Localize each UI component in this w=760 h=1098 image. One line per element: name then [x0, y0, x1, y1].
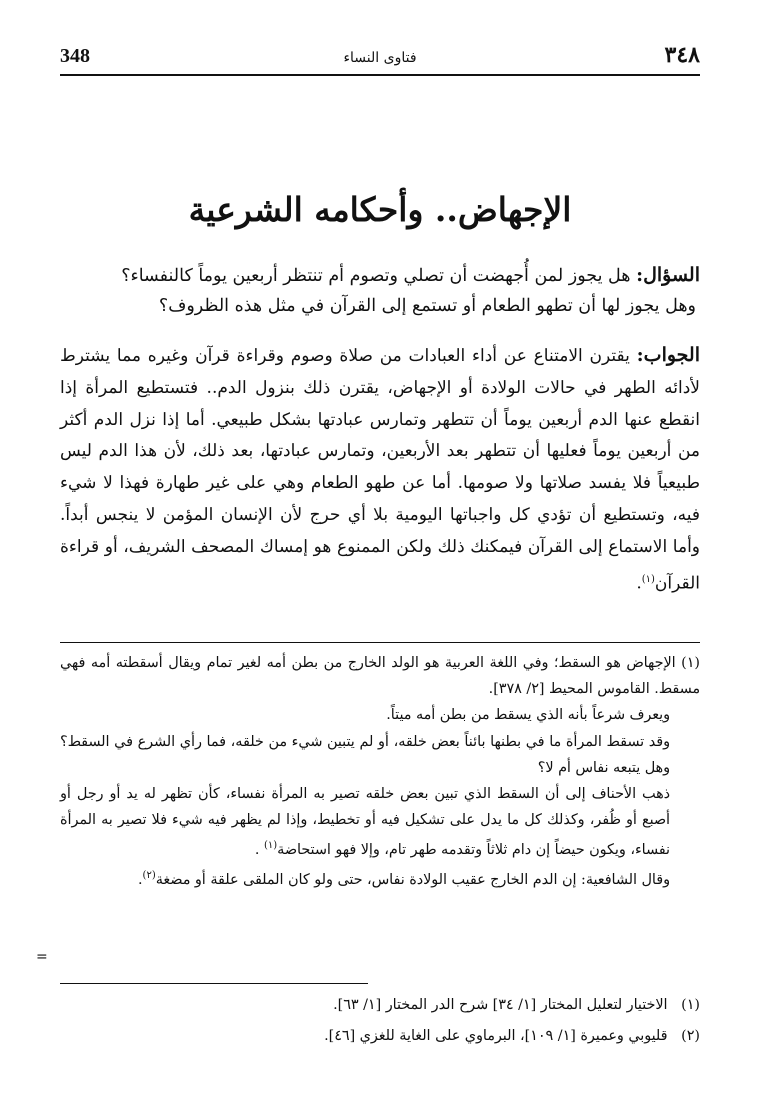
page-number-arabic: ٣٤٨	[664, 42, 700, 68]
page-header	[60, 40, 700, 80]
footnotes-block	[60, 650, 700, 893]
answer-block	[60, 340, 700, 600]
header-rule	[60, 74, 700, 76]
footnote-paragraph-4-text: ذهب الأحناف إلى أن السقط الذي تبين بعض خلقه تصير به المرأة نفساء، كأن تظهر له يد أو رجل أو أصبع أو ظُفر، وكذلك كل ما يدل على تشكيل فيه أو تخطيط، وإذا لم يظهر فيه شيء فلا تصير به المرأة نفساء، ويكون حيضاً إن دام ثلاثاً وتقدمه طهر تام، وإلا فهو استحاضة	[60, 786, 670, 859]
answer-text: يقترن الامتناع عن أداء العبادات من صلاة وصوم وقراءة قرآن وغيره مما يشترط لأدائه الطهر في حالات الولادة أو الإجهاض، يقترن ذلك بنزول الدم.. فتستطيع المرأة إذا انقطع عنها الدم أربعين يوماً أن تتطهر وتمارس عبادتها بشكل طبيعي. أما إذا نزل الدم أكثر من أربعين يوماً فعليها أن تتطهر بعد الأربعين، وتمارس عبادتها، بعد ذلك، لأن هذا الدم ليس طبيعياً فلا يفسد صلاتها ولا صومها. أما عن طهو الطعام وهي على غير طهارة فهذا لا شيء فيه، وتستطيع أن تؤدي كل واجباتها اليومية بلا أي حرج لأن الإنسان المؤمن لا ينجس أبداً. وأما الاستماع إلى القرآن فيمكنك ذلك ولكن الممنوع هو إمساك المصحف الشريف، أو قراءة القرآن	[60, 346, 701, 594]
answer-label: الجواب:	[636, 344, 700, 366]
subnote-1-text: الاختيار لتعليل المختار [١/ ٣٤] شرح الدر المختار [١/ ٦٣].	[333, 997, 668, 1013]
footnote-1	[60, 650, 700, 702]
subnote-2-number: (٢)	[681, 1028, 700, 1044]
subnote-rule	[60, 983, 368, 984]
footnote-1-number: (١)	[681, 655, 700, 671]
subnote-2	[60, 1021, 700, 1052]
page-number-latin: 348	[60, 45, 90, 67]
footnote-paragraph-4	[60, 781, 700, 863]
footnote-paragraph-3: وقد تسقط المرأة ما في بطنها بائناً بعض خلقه، أو لم يتبين شيء من خلقه، فما رأي الشرع في السقط؟ وهل يتبعه نفاس أم لا؟	[60, 733, 670, 776]
continuation-mark: =	[36, 949, 48, 965]
footnote-paragraph-5	[60, 863, 700, 893]
subnote-2-text: قليوبي وعميرة [١/ ١٠٩]، البرماوي على الغاية للغزي [٤٦].	[324, 1028, 668, 1044]
subnotes-block	[60, 990, 700, 1052]
subnote-1	[60, 990, 700, 1021]
footnote-paragraph-5-ref[interactable]: (٢)	[142, 870, 156, 882]
footnote-paragraph-4-end: .	[254, 842, 260, 859]
answer-end: .	[636, 573, 642, 594]
question-line-2: وهل يجوز لها أن تطهو الطعام أو تستمع إلى القرآن في مثل هذه الظروف؟	[158, 296, 696, 316]
question-block	[60, 260, 700, 321]
subnote-1-number: (١)	[681, 997, 700, 1013]
question-line-1: هل يجوز لمن أُجهضت أن تصلي وتصوم أم تنتظر أربعين يوماً كالنفساء؟	[121, 266, 631, 286]
footnote-paragraph-5-text: وقال الشافعية: إن الدم الخارج عقيب الولادة نفاس، حتى ولو كان الملقى علقة أو مضغة	[155, 872, 670, 889]
answer-footnote-ref[interactable]: (١)	[641, 573, 655, 585]
running-title: فتاوى النساء	[343, 50, 417, 66]
footnote-rule	[60, 642, 700, 643]
footnote-paragraph-4-ref[interactable]: (١)	[263, 840, 278, 852]
article-title: الإجهاض.. وأحكامه الشرعية	[188, 190, 572, 229]
footnote-paragraph-2: ويعرف شرعاً بأنه الذي يسقط من بطن أمه ميتاً.	[386, 707, 670, 724]
question-label: السؤال:	[636, 264, 700, 286]
footnote-paragraph-5-end: .	[138, 872, 143, 889]
footnote-1-text: الإجهاض هو السقط؛ وفي اللغة العربية هو الولد الخارج من بطن أمه لغير تمام ويقال أسقطته أمه فهي مسقط. القاموس المحيط [٢/ ٣٧٨].	[60, 655, 700, 698]
